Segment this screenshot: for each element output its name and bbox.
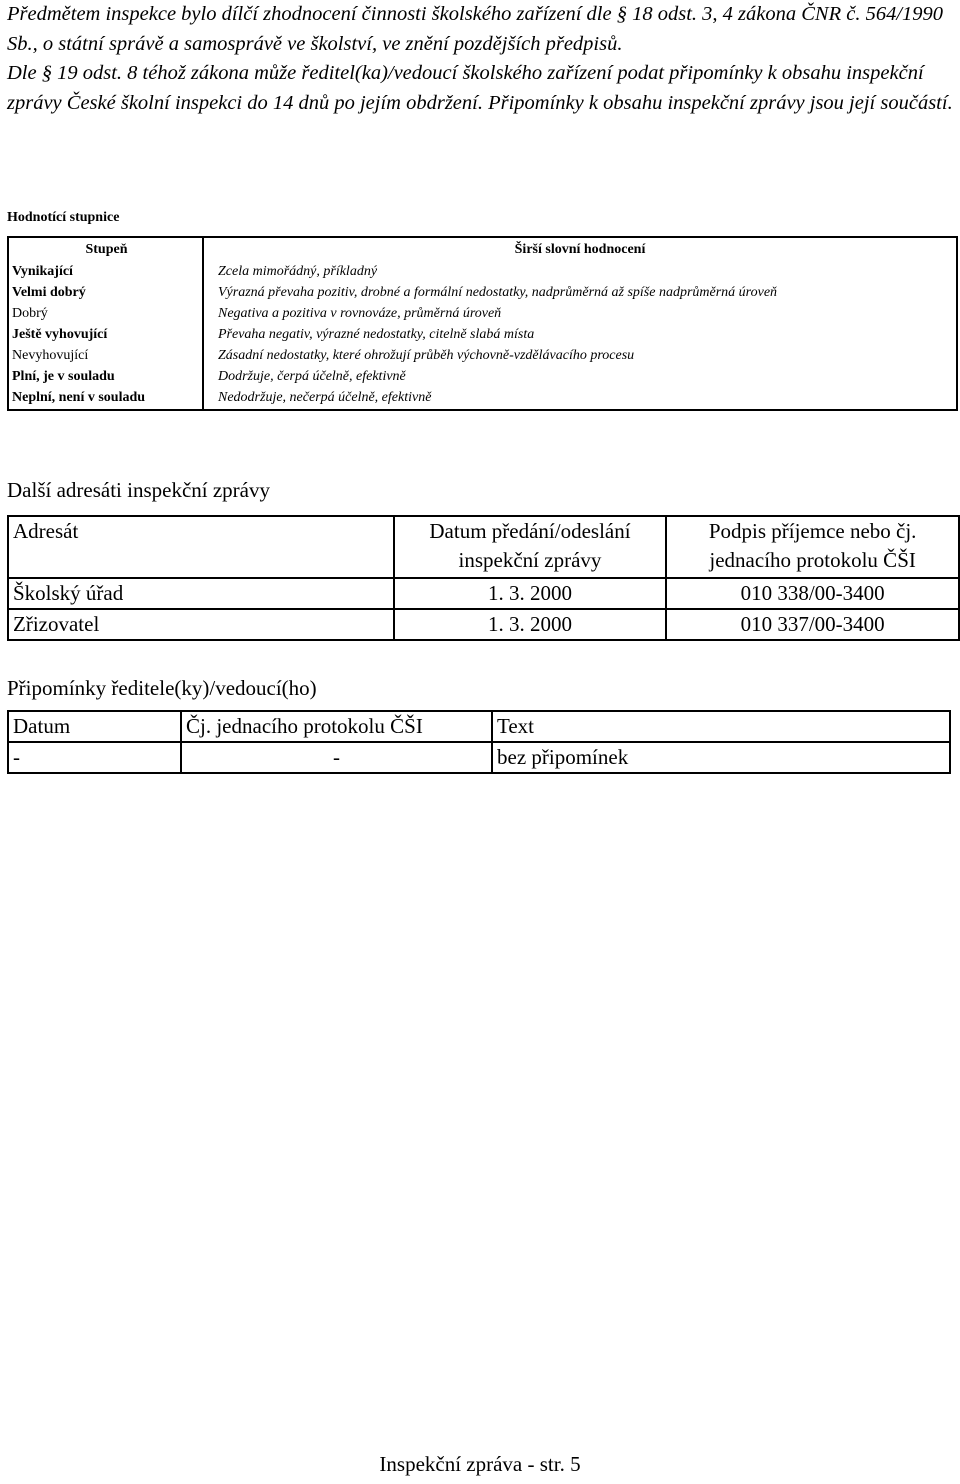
header-grade: Stupeň (85, 242, 128, 257)
table-row (8, 711, 950, 742)
scale-caption: Hodnotící stupnice (7, 210, 120, 225)
description-cell: Zásadní nedostatky, které ohrožují průběh výchovně-vzdělávacího procesu (218, 348, 635, 363)
description-cell: Dodržuje, čerpá účelně, efektivně (218, 369, 406, 384)
header-date-line-2: inspekční zprávy (458, 548, 602, 572)
header-signature-line-2: jednacího protokolu ČŠI (709, 548, 916, 572)
remarks-heading: Připomínky ředitele(ky)/vedoucí(ho) (7, 676, 317, 700)
header-addressee-label: Adresát (13, 519, 79, 543)
grade-cell: Ještě vyhovující (12, 327, 108, 342)
rating-scale-table (7, 236, 958, 411)
table-row (8, 578, 959, 609)
description-cell: Nedodržuje, nečerpá účelně, efektivně (218, 390, 432, 405)
grade-cell: Nevyhovující (12, 348, 89, 363)
addressee-cell: Zřizovatel (8, 609, 394, 640)
header-signature (666, 516, 959, 578)
table-row (8, 609, 959, 640)
addressee-cell: Školský úřad (8, 578, 394, 609)
reference-cell: - (181, 742, 492, 773)
remarks-table (7, 710, 951, 774)
date-cell: 1. 3. 2000 (394, 609, 667, 640)
grade-cell: Plní, je v souladu (12, 369, 115, 384)
header-text: Text (492, 711, 950, 742)
header-signature-line-1: Podpis příjemce nebo čj. (708, 519, 917, 543)
intro-paragraph-2: Dle § 19 odst. 8 téhož zákona může ředitel(ka)/vedoucí školského zařízení podat připomínky k obsahu inspekční zprávy České školní inspekci do 14 dnů po jejím obdržení. Připomínky k obsahu inspekční zprávy jsou její součástí. (7, 62, 953, 114)
description-cell: Negativa a pozitiva v rovnováze, průměrná úroveň (218, 306, 502, 321)
addressees-heading: Další adresáti inspekční zprávy (7, 478, 270, 502)
description-cell: Převaha negativ, výrazné nedostatky, citelně slabá místa (218, 327, 535, 342)
description-cell: Zcela mimořádný, příkladný (218, 264, 378, 279)
table-row (8, 742, 950, 773)
header-date-line-1: Datum předání/odeslání (429, 519, 631, 543)
page-footer: Inspekční zpráva - str. 5 (379, 1452, 581, 1476)
description-cell: Výrazná převaha pozitiv, drobné a formální nedostatky, nadprůměrná až spíše nadprůměrná úroveň (218, 285, 778, 300)
grade-cell: Velmi dobrý (12, 285, 86, 300)
header-addressee (8, 516, 394, 578)
reference-cell: 010 338/00-3400 (666, 578, 959, 609)
grade-cell: Dobrý (12, 306, 48, 321)
intro-text (7, 0, 957, 118)
addressees-table (7, 515, 960, 641)
header-description: Širší slovní hodnocení (514, 242, 646, 257)
header-date (394, 516, 667, 578)
header-reference: Čj. jednacího protokolu ČŠI (181, 711, 492, 742)
text-cell: bez připomínek (492, 742, 950, 773)
grade-cell: Vynikající (12, 264, 73, 279)
date-cell: 1. 3. 2000 (394, 578, 667, 609)
intro-paragraph-1: Předmětem inspekce bylo dílčí zhodnocení činnosti školského zařízení dle § 18 odst. 3, 4 zákona ČNR č. 564/1990 Sb., o státní správě a samosprávě ve školství, ve znění pozdějších předpisů. (7, 3, 944, 55)
header-date: Datum (8, 711, 181, 742)
reference-cell: 010 337/00-3400 (666, 609, 959, 640)
grade-cell: Neplní, není v souladu (12, 390, 146, 405)
date-cell: - (8, 742, 181, 773)
